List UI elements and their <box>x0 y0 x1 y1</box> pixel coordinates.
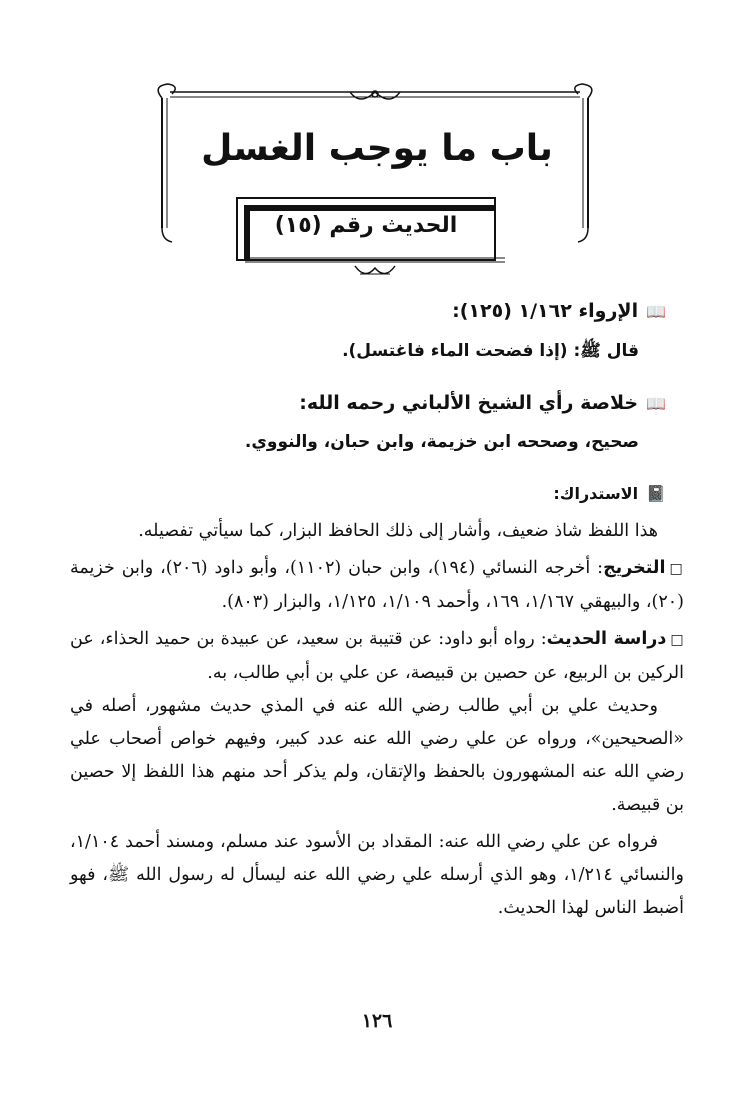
square-bullet-icon: □ <box>669 561 685 577</box>
square-bullet-icon: □ <box>670 632 685 648</box>
summary-heading-line <box>299 392 666 414</box>
irwa-heading: الإرواء ١/١٦٢ (١٢٥): <box>452 300 639 322</box>
istidrak-heading-line <box>553 484 666 503</box>
istidrak-heading: الاستدراك: <box>553 484 639 503</box>
summary-text: صحيح، وصححه ابن خزيمة، وابن حبان، والنووي. <box>244 432 639 452</box>
book-icon: 📖 <box>646 394 666 413</box>
paragraph-intro: هذا اللفظ شاذ ضعيف، وأشار إلى ذلك الحافظ البزار، كما سيأتي تفصيله. <box>138 521 658 541</box>
hadith-number-title: الحديث رقم (١٥) <box>274 213 458 238</box>
paragraph-takhrij: □التخريج: أخرجه النسائي (١٩٤)، وابن حبان (١١٠٢)، وأبو داود (٢٠٦)، وابن خزيمة (٢٠)، والبيهقي ١/١٦٧، ١٦٩، وأحمد ١/١٠٩، ١/١٢٥، والبزار (٨٠٣). <box>70 558 685 612</box>
irwa-text: قال ﷺ: (إذا فضحت الماء فاغتسل). <box>342 341 639 361</box>
page-number: ١٢٦ <box>361 1010 393 1032</box>
paragraph-miqdad: فرواه عن علي رضي الله عنه: المقداد بن الأسود عند مسلم، ومسند أحمد ١/١٠٤، والنسائي ١/٢١٤، وهو الذي أرسله علي رضي الله عنه ليسأل له رسول الله ﷺ، فهو أضبط الناس لهذا الحديث. <box>70 832 684 918</box>
paragraph-label: دراسة الحديث <box>546 629 667 649</box>
irwa-heading-line <box>452 300 666 322</box>
summary-heading: خلاصة رأي الشيخ الألباني رحمه الله: <box>299 392 639 414</box>
paragraph-dirasa: □دراسة الحديث: رواه أبو داود: عن قتيبة بن سعيد، عن عبيدة بن حميد الحذاء، عن الركين بن الربيع، عن حصين بن قبيصة، عن علي بن أبي طالب، به. <box>70 629 685 683</box>
book-icon: 📖 <box>646 302 666 321</box>
ornamental-frame <box>150 78 600 298</box>
paragraph-hadith-ali: وحديث علي بن أبي طالب رضي الله عنه في المذي حديث مشهور، أصله في «الصحيحين»، ورواه عن علي رضي الله عنه عدد كبير، وفيهم خواص أصحاب علي رضي الله عنه المشهورون بالحفظ والإتقان، ولم يذكر أحد منهم هذا اللفظ إلا حصين بن قبيصة. <box>70 696 684 815</box>
notebook-icon: 📓 <box>646 484 666 503</box>
paragraph-label: التخريج <box>603 558 666 578</box>
body-text <box>70 515 684 925</box>
hadith-number-box <box>236 197 496 261</box>
chapter-title: باب ما يوجب الغسل <box>201 128 553 169</box>
